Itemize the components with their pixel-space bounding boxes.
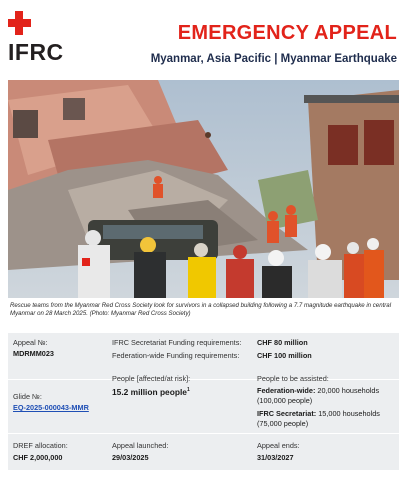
red-cross-crescent-icon	[8, 8, 68, 42]
federation-wide-label: Federation-wide:	[257, 386, 316, 395]
people-affected-number: 15.2 million people	[112, 387, 187, 397]
glide-no-label: Glide №:	[13, 392, 42, 401]
secretariat-assisted-label: IFRC Secretariat:	[257, 409, 317, 418]
appeal-info-table	[8, 333, 399, 470]
secretariat-requirements-value: CHF 80 million	[257, 338, 308, 347]
dref-allocation-value: CHF 2,000,000	[13, 453, 63, 462]
people-assisted-label: People to be assisted:	[257, 374, 329, 383]
appeal-no-label: Appeal №:	[13, 338, 48, 347]
row-divider	[8, 379, 399, 380]
photo-caption: Rescue teams from the Myanmar Red Cross Society look for survivors in a collapsed building following a 7.7 magnitude earthquake in central Myanmar on 28 March 2025. (Photo: Myanmar Red Cross Society)	[10, 302, 392, 318]
page-title: EMERGENCY APPEAL	[177, 22, 397, 44]
header	[0, 0, 407, 80]
secretariat-assisted	[257, 409, 397, 429]
row-divider	[8, 433, 399, 434]
logo-wordmark: IFRC	[8, 39, 64, 65]
glide-no-link[interactable]: EQ-2025-000043-MMR	[13, 403, 89, 412]
federation-wide-value: 20,000 households (100,000 people)	[257, 386, 380, 405]
appeal-ends-value: 31/03/2027	[257, 453, 294, 462]
appeal-launched-value: 29/03/2025	[112, 453, 149, 462]
federation-requirements-value: CHF 100 million	[257, 351, 312, 360]
people-affected-value	[112, 387, 190, 398]
appeal-no-value: MDRMM023	[13, 349, 54, 358]
page-subtitle: Myanmar, Asia Pacific | Myanmar Earthquake	[150, 53, 397, 65]
appeal-ends-label: Appeal ends:	[257, 441, 300, 450]
secretariat-requirements-label: IFRC Secretariat Funding requirements:	[112, 338, 242, 347]
people-affected-label: People [affected/at risk]:	[112, 374, 191, 383]
earthquake-photo	[8, 80, 399, 298]
federation-requirements-label: Federation-wide Funding requirements:	[112, 351, 240, 360]
appeal-launched-label: Appeal launched:	[112, 441, 169, 450]
secretariat-assisted-value: 15,000 households (75,000 people)	[257, 409, 380, 428]
federation-wide-assisted	[257, 386, 397, 406]
footnote-marker: 1	[186, 387, 190, 394]
dref-allocation-label: DREF allocation:	[13, 441, 68, 450]
